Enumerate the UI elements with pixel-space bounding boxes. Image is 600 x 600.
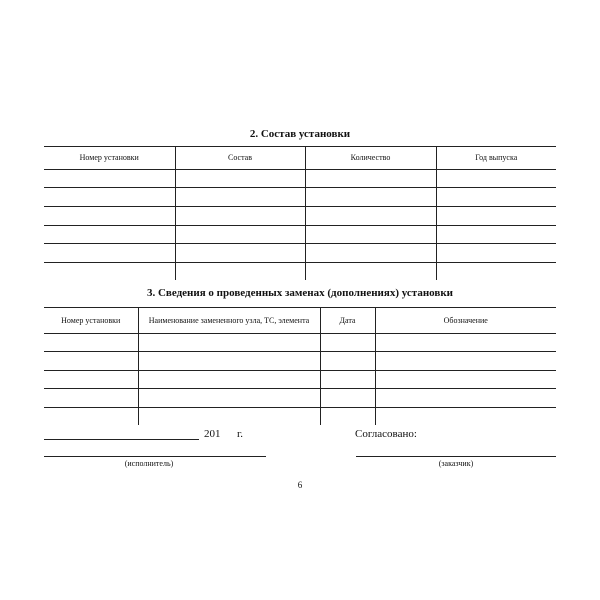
column-header: Дата (320, 308, 375, 334)
executor-signature-line[interactable] (44, 456, 266, 457)
table-cell[interactable] (305, 207, 436, 226)
section-2-title: 2. Состав установки (249, 128, 351, 140)
table-cell[interactable] (436, 244, 556, 263)
table-cell[interactable] (375, 352, 556, 371)
table-cell[interactable] (138, 352, 320, 371)
table-cell[interactable] (305, 188, 436, 207)
table-cell[interactable] (305, 244, 436, 263)
column-header: Год выпуска (436, 147, 556, 170)
executor-caption: (исполнитель) (124, 459, 174, 468)
table-cell[interactable] (175, 244, 305, 263)
section-3-title: 3. Сведения о проведенных заменах (дополнениях) установки (146, 287, 453, 299)
table-cell[interactable] (44, 263, 175, 280)
table-cell[interactable] (305, 263, 436, 280)
table-header-row (44, 308, 556, 334)
page-number: 6 (297, 480, 303, 490)
table-header-row (44, 147, 556, 170)
table-row (44, 352, 556, 371)
table-row (44, 334, 556, 352)
table-cell[interactable] (138, 408, 320, 425)
replacements-table (44, 307, 556, 425)
table-cell[interactable] (320, 352, 375, 371)
table-cell[interactable] (375, 371, 556, 389)
table-cell[interactable] (436, 226, 556, 244)
table-cell[interactable] (44, 334, 138, 352)
table-cell[interactable] (138, 334, 320, 352)
table-cell[interactable] (44, 371, 138, 389)
table-cell[interactable] (436, 188, 556, 207)
table-cell[interactable] (436, 170, 556, 188)
table-cell[interactable] (436, 207, 556, 226)
table-row (44, 170, 556, 188)
table-row (44, 226, 556, 244)
table-cell[interactable] (320, 334, 375, 352)
table-cell[interactable] (375, 334, 556, 352)
table-cell[interactable] (375, 389, 556, 408)
table-row (44, 389, 556, 408)
date-line[interactable] (44, 439, 199, 440)
table-cell[interactable] (375, 408, 556, 425)
installation-composition-table (44, 146, 556, 280)
table-cell[interactable] (175, 170, 305, 188)
table-cell[interactable] (138, 371, 320, 389)
column-header: Номер установки (44, 147, 175, 170)
table-row (44, 244, 556, 263)
year-prefix: 201 (204, 428, 221, 440)
table-row (44, 188, 556, 207)
table-row (44, 263, 556, 280)
table-cell[interactable] (44, 188, 175, 207)
table-cell[interactable] (175, 188, 305, 207)
table-cell[interactable] (175, 226, 305, 244)
table-cell[interactable] (175, 263, 305, 280)
table-cell[interactable] (44, 244, 175, 263)
column-header: Обозначение (375, 308, 556, 334)
table-cell[interactable] (175, 207, 305, 226)
table-cell[interactable] (44, 352, 138, 371)
table-row (44, 207, 556, 226)
table-cell[interactable] (44, 207, 175, 226)
table-cell[interactable] (320, 371, 375, 389)
customer-signature-line[interactable] (356, 456, 556, 457)
table-cell[interactable] (44, 170, 175, 188)
column-header: Состав (175, 147, 305, 170)
table-cell[interactable] (44, 389, 138, 408)
table-cell[interactable] (436, 263, 556, 280)
customer-caption: (заказчик) (438, 459, 474, 468)
column-header: Количество (305, 147, 436, 170)
table-cell[interactable] (305, 170, 436, 188)
table-cell[interactable] (44, 226, 175, 244)
table-row (44, 408, 556, 425)
table-cell[interactable] (138, 389, 320, 408)
approved-label: Согласовано: (355, 428, 417, 440)
table-cell[interactable] (44, 408, 138, 425)
table-cell[interactable] (305, 226, 436, 244)
column-header: Наименование замененного узла, ТС, элемента (138, 308, 320, 334)
table-row (44, 371, 556, 389)
table-cell[interactable] (320, 389, 375, 408)
year-suffix: г. (237, 428, 244, 440)
column-header: Номер установки (44, 308, 138, 334)
table-cell[interactable] (320, 408, 375, 425)
